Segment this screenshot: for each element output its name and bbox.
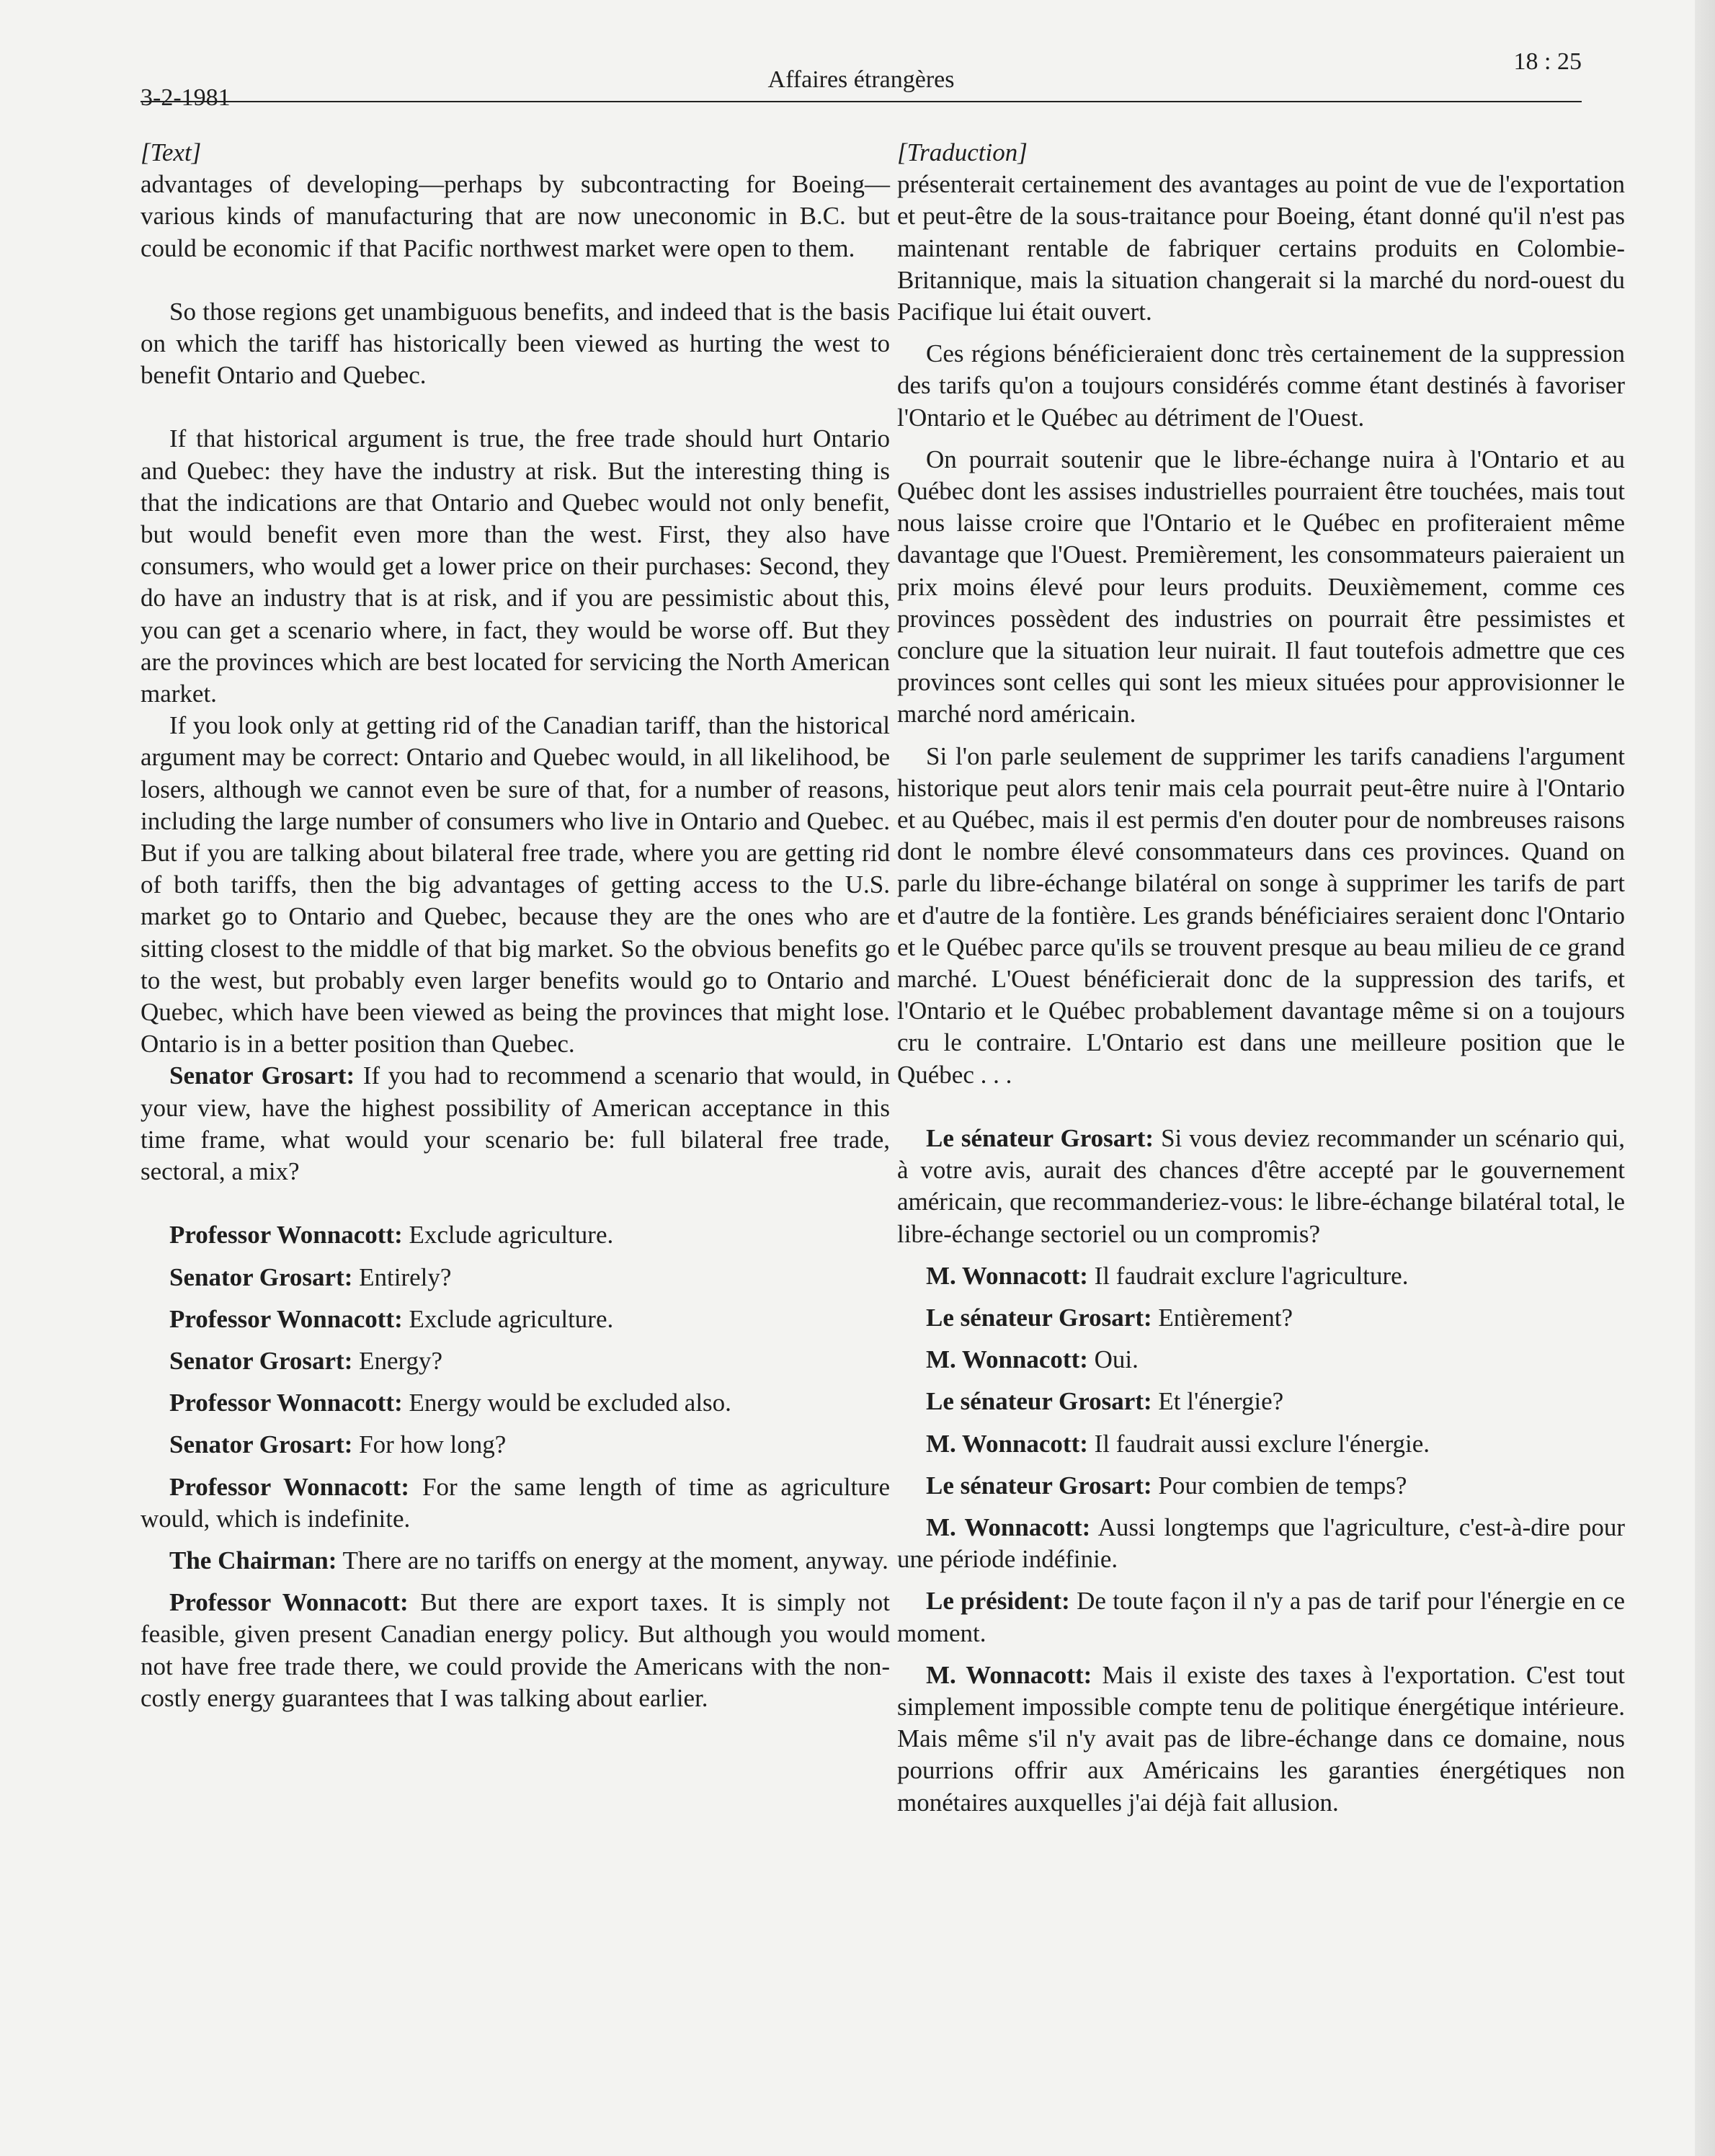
- speaker-name: Le président:: [926, 1587, 1070, 1616]
- dialogue-line: [897, 1585, 1625, 1649]
- paragraph: advantages of developing—perhaps by subcontracting for Boeing—various kinds of manufacturing that are now uneconomic in B.C. but could be economic if that Pacific northwest market were open to them.: [141, 170, 890, 262]
- dialogue-line: [897, 1386, 1625, 1417]
- speech-text: Si vous deviez recommander un scénario qui, à votre avis, aurait des chances d'être accepté par le gouvernement américain, que recommanderiez-vous: le libre-échange bilatéral total, le libre-échange sectoriel ou un compromis?: [897, 1123, 1625, 1248]
- dialogue-line: [897, 1123, 1625, 1250]
- dialogue-line: [141, 1060, 890, 1188]
- speech-text: Entièrement?: [1158, 1303, 1293, 1332]
- dialogue-line: [141, 1219, 890, 1251]
- speaker-name: Le sénateur Grosart:: [926, 1303, 1152, 1332]
- speech-text: Exclude agriculture.: [409, 1221, 614, 1250]
- dialogue-line: [897, 1470, 1625, 1502]
- speech-text: Pour combien de temps?: [1158, 1471, 1407, 1500]
- dialogue-line: [141, 1545, 890, 1577]
- paragraph: So those regions get unambiguous benefits, and indeed that is the basis on which the tariff has historically been viewed as hurting the west to benefit Ontario and Quebec.: [141, 297, 890, 390]
- speaker-name: Professor Wonnacott:: [169, 1304, 403, 1333]
- speech-text: There are no tariffs on energy at the moment, anyway.: [342, 1546, 888, 1574]
- speech-text: If you had to recommend a scenario that would, in your view, have the highest possibility of American acceptance in this time frame, what would your scenario be: full bilateral free trade, sectoral, a mix?: [141, 1061, 891, 1186]
- speaker-name: M. Wonnacott:: [926, 1345, 1088, 1374]
- paragraph: présenterait certainement des avantages au point de vue de l'exportation et peut-être de la sous-traitance pour Boeing, étant donné qu'il n'est pas maintenant rentable de fabriquer certains produits en Colombie-Britannique, mais la situation changerait si la marché du nord-ouest du Pacifique lui était ouvert.: [897, 170, 1625, 326]
- speech-text: Il faudrait aussi exclure l'énergie.: [1094, 1429, 1430, 1458]
- speech-text: For the same length of time as agriculture would, which is indefinite.: [141, 1472, 890, 1533]
- dialogue-line: [141, 1345, 890, 1377]
- dialogue-line: [897, 1660, 1625, 1819]
- dialogue-line: [141, 1429, 890, 1461]
- speaker-name: Le sénateur Grosart:: [926, 1123, 1154, 1152]
- speech-text: Et l'énergie?: [1158, 1387, 1284, 1416]
- speaker-name: Senator Grosart:: [169, 1346, 353, 1375]
- speaker-name: Senator Grosart:: [169, 1430, 353, 1459]
- section-tag: [Text]: [141, 138, 202, 166]
- dialogue-line: [897, 1260, 1625, 1292]
- dialogue-line: [897, 1512, 1625, 1575]
- speaker-name: Professor Wonnacott:: [169, 1389, 403, 1417]
- speech-text: Oui.: [1094, 1345, 1139, 1374]
- page-edge: [1695, 0, 1715, 2156]
- speaker-name: M. Wonnacott:: [926, 1261, 1088, 1290]
- speaker-name: Professor Wonnacott:: [169, 1588, 409, 1617]
- speech-text: Aussi longtemps que l'agriculture, c'est-à-dire pour une période indéfinie.: [897, 1513, 1625, 1574]
- speaker-name: Senator Grosart:: [169, 1262, 353, 1291]
- header-page-number: 18 : 25: [1513, 48, 1582, 75]
- section-tag: [Traduction]: [897, 138, 1028, 166]
- dialogue-line: [141, 1304, 890, 1335]
- dialogue-line: [141, 1471, 890, 1535]
- speech-text: Il faudrait exclure l'agriculture.: [1094, 1261, 1409, 1290]
- speech-text: Energy?: [359, 1346, 443, 1375]
- paragraph: If that historical argument is true, the free trade should hurt Ontario and Quebec: they have the industry at risk. But the interesting thing is that the indications are that Ontario and Quebec would not only benefit, but would benefit even more than the west. First, they also have consumers, who would get a lower price on their purchases: Second, they do have an industry that is at risk, and if you are pessimistic about this, you can get a scenario where, in fact, they would be worse off. But they are the provinces which are best located for servicing the North American market.: [141, 424, 890, 708]
- speaker-name: Senator Grosart:: [169, 1061, 355, 1090]
- page-header: [141, 45, 1582, 114]
- speaker-name: Professor Wonnacott:: [169, 1472, 409, 1501]
- speaker-name: The Chairman:: [169, 1546, 337, 1574]
- paragraph: Ces régions bénéficieraient donc très certainement de la suppression des tarifs qu'on a toujours considérés comme étant destinés à favoriser l'Ontario et le Québec au détriment de l'Ouest.: [897, 339, 1625, 432]
- dialogue-line: [141, 1387, 890, 1419]
- dialogue-line: [141, 1587, 890, 1714]
- paragraph: Si l'on parle seulement de supprimer les tarifs canadiens l'argument historique peut alors tenir mais cela pourrait peut-être nuire à l'Ontario et au Québec, mais il est permis d'en douter pour de nombreuses raisons dont le nombre élevé consommateurs dans ces provinces. Quand on parle du libre-échange bilatéral on songe à supprimer les tarifs de part et d'autre de la fontière. Les grands bénéficiaires seraient donc l'Ontario et le Québec parce qu'ils se trouvent presque au beau milieu de ce grand marché. L'Ouest bénéficierait donc de la suppression des tarifs, et l'Ontario et le Québec probablement davantage même si on a toujours cru le contraire. L'Ontario est dans une meilleure position que le Québec . . .: [897, 741, 1625, 1089]
- speech-text: Exclude agriculture.: [409, 1304, 614, 1333]
- dialogue-line: [897, 1344, 1625, 1376]
- speaker-name: Le sénateur Grosart:: [926, 1387, 1152, 1416]
- speaker-name: M. Wonnacott:: [926, 1429, 1088, 1458]
- speech-text: But there are export taxes. It is simply not feasible, given present Canadian energy policy. But although you would not have free trade there, we could provide the Americans with the non-costly energy guarantees that I was talking about earlier.: [141, 1588, 891, 1712]
- paragraph: If you look only at getting rid of the Canadian tariff, than the historical argument may be correct: Ontario and Quebec would, in all likelihood, be losers, although we cannot even be sure of that, for a number of reasons, including the large number of consumers who live in Ontario and Quebec. But if you are talking about bilateral free trade, where you are getting rid of both tariffs, then the big advantages of getting access to the U.S. market go to Ontario and Quebec, because they are the ones who are sitting closest to the middle of that big market. So the obvious benefits go to the west, but probably even larger benefits would go to Ontario and Quebec, which have been viewed as being the provinces that might lose. Ontario is in a better position than Quebec.: [141, 711, 890, 1059]
- header-rule: [141, 101, 1582, 102]
- header-title: Affaires étrangères: [767, 66, 955, 93]
- dialogue-line: [897, 1428, 1625, 1460]
- speech-text: De toute façon il n'y a pas de tarif pour l'énergie en ce moment.: [897, 1587, 1625, 1647]
- dialogue-line: [141, 1262, 890, 1293]
- speaker-name: Le sénateur Grosart:: [926, 1471, 1152, 1500]
- paragraph: On pourrait soutenir que le libre-échange nuira à l'Ontario et au Québec dont les assises industrielles pourraient être touchées, mais tout nous laisse croire que l'Ontario et le Québec en profiteraient même davantage que l'Ouest. Premièrement, les consommateurs paieraient un prix moins élevé pour leurs produits. Deuxièmement, comme ces provinces possèdent des industries on pourrait être pessimistes et conclure que la situation leur nuirait. Il faut toutefois admettre que ces provinces sont celles qui sont les mieux situées pour approvisionner le marché nord américain.: [897, 445, 1625, 729]
- speech-text: Energy would be excluded also.: [409, 1389, 731, 1417]
- speaker-name: M. Wonnacott:: [926, 1513, 1091, 1541]
- french-column: [897, 137, 1625, 1819]
- speaker-name: Professor Wonnacott:: [169, 1221, 403, 1250]
- header-date: 3-2-1981: [141, 84, 231, 111]
- speech-text: For how long?: [359, 1430, 507, 1459]
- speaker-name: M. Wonnacott:: [926, 1660, 1092, 1689]
- dialogue-line: [897, 1302, 1625, 1334]
- speech-text: Mais il existe des taxes à l'exportation. C'est tout simplement impossible compte tenu de politique énergétique intérieure. Mais même s'il n'y avait pas de libre-échange dans ce domaine, nous pourrions offrir aux Américains les garanties énergétiques non monétaires auxquelles j'ai déjà fait allusion.: [897, 1660, 1626, 1817]
- english-column: [141, 137, 890, 1714]
- speech-text: Entirely?: [359, 1262, 452, 1291]
